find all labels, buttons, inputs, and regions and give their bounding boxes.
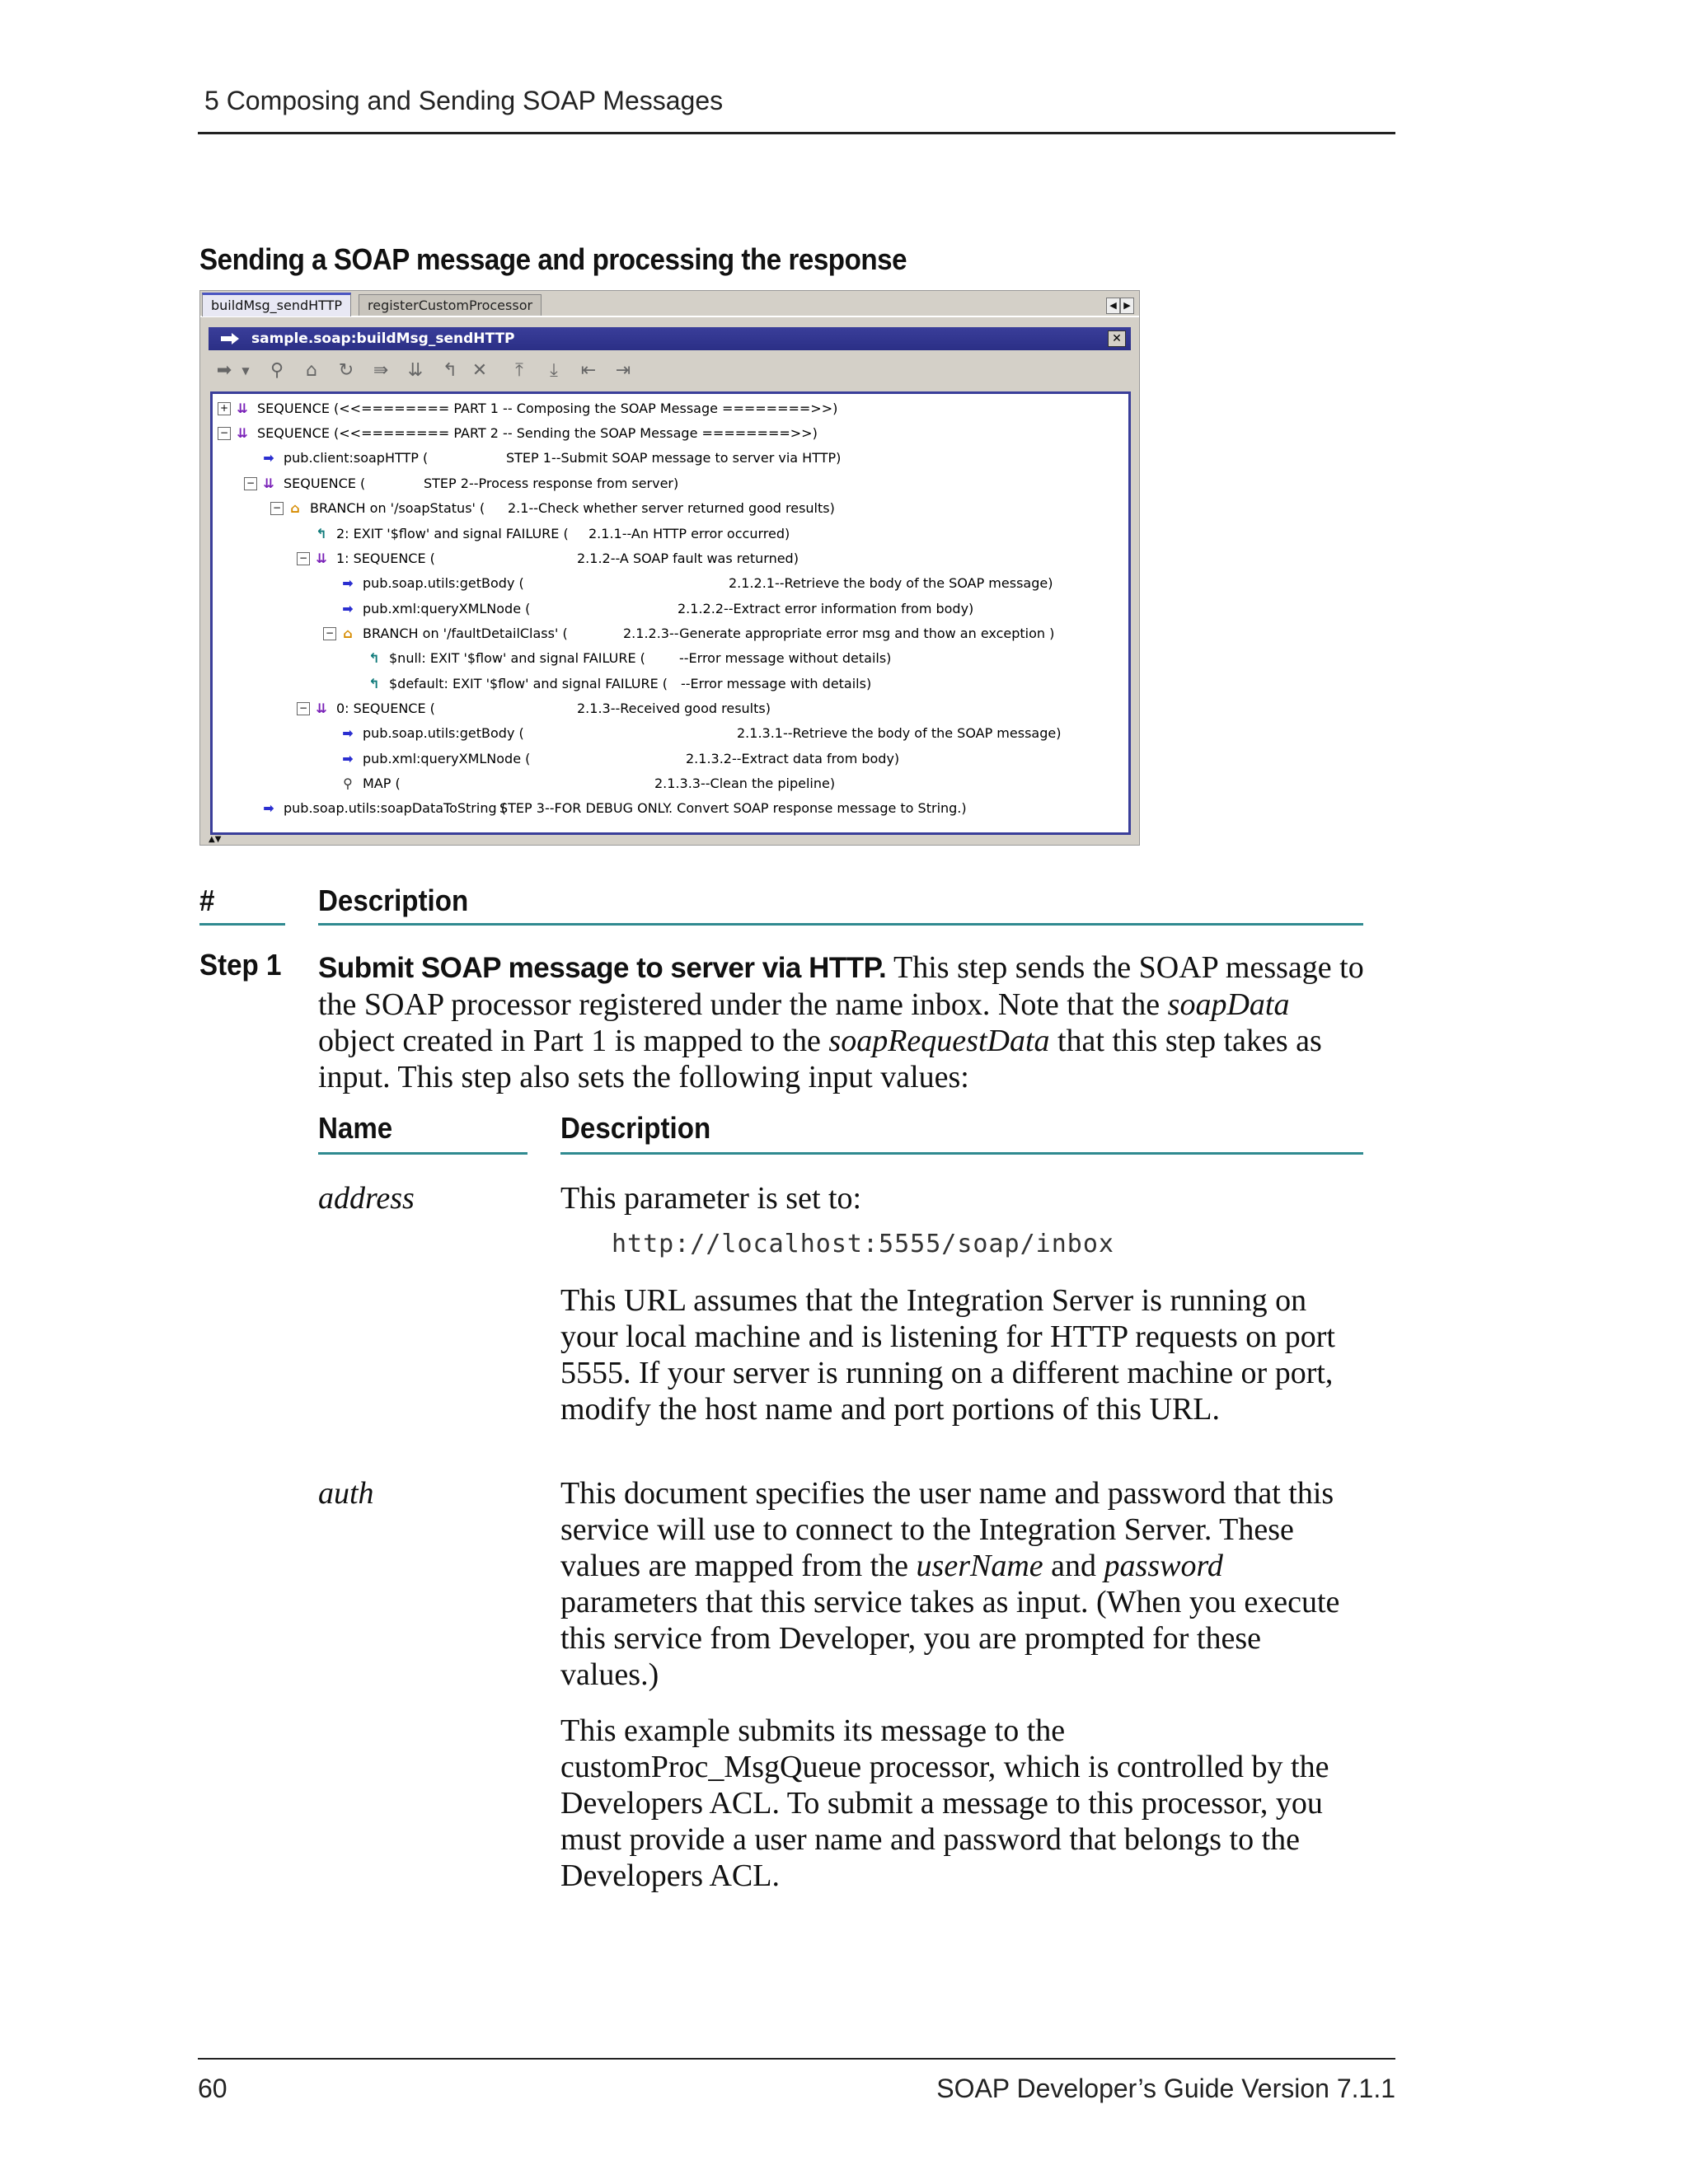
tree-node[interactable]: ⇊ SEQUENCE ( STEP 2--Process response from server) bbox=[259, 472, 365, 495]
sequence-icon: ⇊ bbox=[316, 701, 327, 716]
chevron-down-icon[interactable]: ▼ bbox=[241, 365, 250, 377]
repeat-icon[interactable]: ⇛ bbox=[373, 360, 389, 381]
map-icon[interactable]: ⚲ bbox=[270, 360, 284, 381]
step-label: Step 1 bbox=[199, 948, 282, 982]
tree-node[interactable]: ↰ $null: EXIT '$flow' and signal FAILURE ( --Error message without details) bbox=[364, 647, 645, 670]
tree-node[interactable]: ⌂ BRANCH on '/faultDetailClass' ( 2.1.2.3--Generate appropriate error msg and thow an exception ) bbox=[338, 622, 568, 645]
tree-node[interactable]: ➡ pub.xml:queryXMLNode ( 2.1.3.2--Extract data from body) bbox=[338, 748, 530, 771]
close-icon[interactable]: ✕ bbox=[1108, 330, 1126, 347]
address-url: http://localhost:5555/soap/inbox bbox=[612, 1230, 1114, 1258]
sequence-icon: ⇊ bbox=[316, 551, 327, 566]
insert-invoke-icon[interactable]: ➡ bbox=[216, 360, 232, 381]
collapse-toggle[interactable]: − bbox=[218, 427, 231, 440]
window-title: sample.soap:buildMsg_sendHTTP bbox=[251, 330, 515, 347]
guide-title: SOAP Developer’s Guide Version 7.1.1 bbox=[936, 2074, 1395, 2103]
sequence-icon: ⇊ bbox=[237, 425, 248, 441]
tab-scroll-arrows[interactable] bbox=[1106, 296, 1134, 312]
move-left-icon[interactable]: ⇤ bbox=[580, 360, 597, 381]
step-description: Submit SOAP message to server via HTTP. This step sends the SOAP message to the SOAP processor registered under the name inbox. Note that the soapData object created in Part 1 is mapped to the soapRequestData that this step takes as input. This step also sets the following input values: bbox=[318, 950, 1364, 1094]
tree-node[interactable]: ⇊ 0: SEQUENCE ( 2.1.3--Received good results) bbox=[312, 697, 435, 720]
running-head: 5 Composing and Sending SOAP Messages bbox=[204, 86, 724, 115]
header-rule bbox=[198, 132, 1395, 134]
collapse-toggle[interactable]: − bbox=[323, 627, 336, 640]
collapse-toggle[interactable]: − bbox=[297, 552, 310, 565]
move-down-icon[interactable]: ⤓ bbox=[550, 360, 558, 381]
arrow-right-icon bbox=[220, 332, 240, 345]
footer-rule bbox=[198, 2058, 1395, 2060]
invoke-icon: ➡ bbox=[263, 800, 274, 816]
tree-node[interactable]: ➡ pub.xml:queryXMLNode ( 2.1.2.2--Extract error information from body) bbox=[338, 598, 530, 621]
sequence-icon[interactable]: ⇊ bbox=[407, 360, 424, 381]
subheader-underline bbox=[318, 1152, 528, 1155]
invoke-icon: ➡ bbox=[342, 601, 354, 616]
loop-icon[interactable]: ↻ bbox=[338, 360, 354, 381]
tree-node[interactable]: ➡ pub.client:soapHTTP ( STEP 1--Submit SOAP message to server via HTTP) bbox=[259, 447, 428, 470]
collapse-toggle[interactable]: − bbox=[270, 502, 284, 515]
tree-node[interactable]: ⇊ 1: SEQUENCE ( 2.1.2--A SOAP fault was returned) bbox=[312, 547, 435, 570]
tree-node[interactable]: ↰ 2: EXIT '$flow' and signal FAILURE ( 2.1.1--An HTTP error occurred) bbox=[312, 523, 569, 546]
tree-node[interactable]: ➡ pub.soap.utils:getBody ( 2.1.3.1--Retrieve the body of the SOAP message) bbox=[338, 722, 524, 745]
map-icon: ⚲ bbox=[343, 776, 353, 791]
header-underline bbox=[199, 923, 285, 926]
branch-icon: ⌂ bbox=[343, 626, 353, 641]
address-desc-1: This parameter is set to: bbox=[560, 1181, 862, 1216]
exit-icon: ↰ bbox=[368, 676, 380, 691]
invoke-icon: ➡ bbox=[342, 575, 354, 591]
col-header-description: Description bbox=[318, 883, 469, 917]
tree-node[interactable]: ⚲ MAP ( 2.1.3.3--Clean the pipeline) bbox=[338, 772, 401, 795]
param-name-address: address bbox=[318, 1181, 415, 1216]
expand-toggle[interactable]: + bbox=[218, 402, 231, 415]
sequence-icon: ⇊ bbox=[237, 401, 248, 416]
col-header-number: # bbox=[199, 883, 215, 917]
tree-node[interactable]: ⌂ BRANCH on '/soapStatus' ( 2.1--Check whether server returned good results) bbox=[285, 497, 485, 520]
tab-buildmsg-sendhttp[interactable]: buildMsg_sendHTTP bbox=[202, 293, 351, 316]
chevron-right-icon[interactable]: ▶ bbox=[1120, 298, 1134, 314]
horizontal-scrollbar[interactable]: ▲▼ bbox=[200, 835, 1139, 845]
flow-toolbar bbox=[209, 355, 1131, 385]
auth-desc-1: This document specifies the user name and password that this service will use to connect to the Integration Server. These values are mapped from the userName and password parameters that this service takes as input. (When you execute this service from Developer, you are prompted for these values.) bbox=[560, 1476, 1340, 1692]
chevron-left-icon[interactable]: ◀ bbox=[1106, 298, 1120, 314]
developer-screenshot bbox=[199, 290, 1140, 846]
branch-icon[interactable]: ⌂ bbox=[306, 360, 317, 381]
param-name-auth: auth bbox=[318, 1476, 374, 1511]
tree-node[interactable]: ↰ $default: EXIT '$flow' and signal FAILURE ( --Error message with details) bbox=[364, 673, 668, 696]
delete-icon[interactable]: ✕ bbox=[471, 360, 488, 381]
tree-node[interactable]: ➡ pub.soap.utils:soapDataToString ( STEP 3--FOR DEBUG ONLY. Convert SOAP response message to String.) bbox=[259, 797, 506, 820]
subcol-header-name: Name bbox=[318, 1111, 393, 1145]
invoke-icon: ➡ bbox=[342, 725, 354, 741]
tree-node[interactable]: ⇊ SEQUENCE (<<======== PART 2 -- Sending the SOAP Message ========>>) bbox=[232, 422, 818, 445]
move-right-icon[interactable]: ⇥ bbox=[615, 360, 631, 381]
sequence-icon: ⇊ bbox=[263, 476, 274, 491]
exit-icon: ↰ bbox=[368, 650, 380, 666]
auth-desc-2: This example submits its message to the customProc_MsgQueue processor, which is controlled by the Developers ACL. To submit a message to this processor, you must provide a user name and password that belongs to the Developers ACL. bbox=[560, 1713, 1329, 1893]
window-titlebar bbox=[209, 327, 1131, 350]
tree-node[interactable]: ➡ pub.soap.utils:getBody ( 2.1.2.1--Retrieve the body of the SOAP message) bbox=[338, 572, 524, 595]
invoke-icon: ➡ bbox=[342, 751, 354, 766]
subheader-underline bbox=[560, 1152, 1363, 1155]
flow-tree bbox=[210, 391, 1131, 835]
branch-icon: ⌂ bbox=[290, 500, 300, 516]
exit-icon: ↰ bbox=[316, 526, 327, 541]
figure-caption: Sending a SOAP message and processing the response bbox=[199, 242, 907, 276]
editor-tabs bbox=[200, 291, 1139, 317]
page-number: 60 bbox=[198, 2074, 227, 2103]
collapse-toggle[interactable]: − bbox=[244, 477, 257, 490]
subcol-header-description: Description bbox=[560, 1111, 711, 1145]
collapse-toggle[interactable]: − bbox=[297, 702, 310, 715]
move-up-icon[interactable]: ⤒ bbox=[515, 360, 523, 381]
tab-registercustomprocessor[interactable]: registerCustomProcessor bbox=[359, 294, 542, 316]
address-desc-2: This URL assumes that the Integration Server is running on your local machine and is listening for HTTP requests on port 5555. If your server is running on a different machine or port, modify the host name and port portions of this URL. bbox=[560, 1283, 1335, 1427]
exit-icon[interactable]: ↰ bbox=[442, 360, 458, 381]
tree-node[interactable]: ⇊ SEQUENCE (<<======== PART 1 -- Composing the SOAP Message ========>>) bbox=[232, 397, 837, 420]
header-underline bbox=[318, 923, 1363, 926]
invoke-icon: ➡ bbox=[263, 450, 274, 466]
